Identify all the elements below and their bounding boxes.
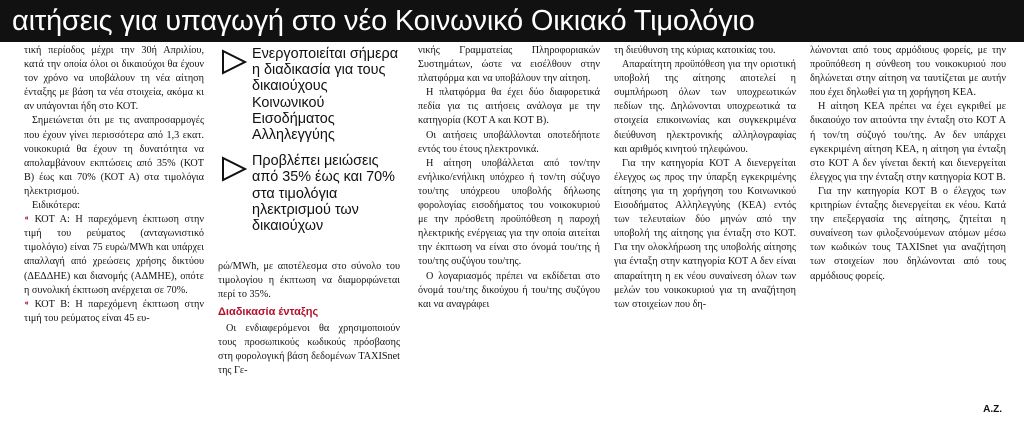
paragraph: Ο λογαριασμός πρέπει να εκδίδεται στο όνομά του/της δικούχου ή του/της συζύγου και να αναγράφει [418, 270, 600, 310]
pull-quote-text: Προβλέπει μειώσεις από 35% έως και 70% στα τιμολόγια ηλεκτρισμού των δικαιούχων [252, 153, 395, 235]
paragraph: Ειδικότερα: [32, 200, 81, 212]
headline: αιτήσεις για υπαγωγή στο νέο Κοινωνικό Οικιακό Τιμολόγιο [0, 0, 1024, 42]
bullet-paragraph [24, 298, 204, 326]
spacer [218, 244, 400, 260]
triangle-arrow-icon [220, 48, 248, 76]
author-signature: Α.Ζ. [983, 404, 1002, 415]
bullet-icon: ⁌ [24, 214, 30, 226]
pull-quote-text: Ενεργοποιείται σήμερα η διαδικασία για τους δικαιούχους Κοινωνικού Εισοδήματος Αλληλεγγύης [252, 46, 399, 144]
column-4 [614, 44, 796, 421]
article-columns [0, 44, 1024, 421]
bullet-icon: ⁌ [24, 298, 30, 310]
bullet-text: ΚΟΤ Β: Η παρεχόμενη έκπτωση στην τιμή του ρεύματος είναι 45 ευ- [24, 298, 204, 324]
column-1 [24, 44, 204, 421]
paragraph: τική περίοδος μέχρι την 30ή Απριλίου, κατά την οποία όλοι οι δικαιούχοι θα έχουν τον χρόνο να υποβάλουν τη νέα αίτηση ένταξης με βάση τα νέα στοιχεία, ακόμα κι αν υπάγονται ήδη στο ΚΟΤ. [24, 45, 204, 113]
paragraph: Απαραίτητη προϋπόθεση για την οριστική υποβολή της αίτησης αποτελεί η συμπλήρωση όλων των υποχρεωτικών πεδίων της. Δηλώνονται υποχρεωτικά τα στοιχεία επικοινωνίας και συγκεκριμένα διεύθυνση ηλεκτρονικής αλληλογραφίας και αριθμός κινητού τηλεφώνου. [614, 59, 796, 155]
paragraph: Σημειώνεται ότι με τις αναπροσαρμογές που έχουν γίνει περισσότερα από 1,3 εκατ. νοικοκυριά θα έχουν τη δυνατότητα να απολαμβάνουν εκπτώσεις από 35% (ΚΟΤ Β) έως και 70% (ΚΟΤ Α) στα τιμολόγια ηλεκτρισμού. [24, 115, 204, 197]
paragraph: Για την κατηγορία ΚΟΤ Β ο έλεγχος των κριτηρίων ένταξης διενεργείται εκ νέου. Κατά την επεξεργασία της αίτησης, ζητείται η συναίνεση των φιλοξενούμενων ατόμων μέσω των κωδικών τους TAXISnet για αναζήτηση των στοιχείων που δηλώνονται από τους αρμόδιους φορείς. [810, 185, 1006, 282]
paragraph: Για την κατηγορία ΚΟΤ Α διενεργείται έλεγχος ως προς την ύπαρξη εγκεκριμένης αίτησης για τη χορήγηση του Κοινωνικού Εισοδήματος Αλληλεγγύης (ΚΕΑ) εντός των τελευταίων δύο μηνών από την υποβολή της αίτησης για ένταξη στο ΚΟΤ. Για την ολοκλήρωση της υποβολής αίτησης για ένταξη στην κατηγορία ΚΟΤ Α δεν είναι απαραίτητη η εκ νέου συναίνεση όλων των μελών του νοικοκυριού για τη αναζήτηση των στοιχείων που δη- [614, 157, 796, 310]
pull-quote-2 [218, 153, 400, 234]
column-2 [218, 44, 400, 421]
section-subhead: Διαδικασία ένταξης [218, 305, 319, 318]
bullet-paragraph [24, 213, 204, 298]
paragraph: λώνονται από τους αρμόδιους φορείς, με την προϋπόθεση η σύνθεση του νοικοκυριού που δηλώνεται στην αίτηση να ταυτίζεται με αυτήν που έχει δηλωθεί για τη χορήγηση ΚΕΑ. [810, 45, 1006, 99]
paragraph: Η πλατφόρμα θα έχει δύο διαφορετικά πεδία για τις αιτήσεις ανάλογα με την κατηγορία (ΚΟΤ Α και ΚΟΤ Β). [418, 87, 600, 127]
paragraph: Οι αιτήσεις υποβάλλονται οποτεδήποτε εντός του έτους ηλεκτρονικά. [418, 129, 600, 155]
triangle-arrow-icon [220, 155, 248, 183]
column-5 [810, 44, 1006, 421]
column-3 [418, 44, 600, 421]
paragraph: Οι ενδιαφερόμενοι θα χρησιμοποιούν τους προσωπικούς κωδικούς πρόσβασης στη φορολογική βάση δεδομένων TAXISnet της Γε- [218, 322, 400, 376]
pull-quote-1 [218, 46, 400, 143]
bullet-text: ΚΟΤ Α: Η παρεχόμενη έκπτωση στην τιμή του ρεύματος (ανταγωνιστικό τιμολόγιο) είναι 75 ευρώ/MWh και υπάρχει απαλλαγή από χρεώσεις χρήσης δικτύου (ΔΕΔΔΗΕ) και διανομής (ΑΔΜΗΕ), οπότε η συνολική έκπτωση ανέρχεται σε 70%. [24, 214, 204, 296]
paragraph: Η αίτηση υποβάλλεται από τον/την ενήλικο/ενήλικη υπόχρεο ή τον/τη σύζυγο του/της υπόχρεου υποβολής δήλωσης φορολογίας εισοδήματος του νοικοκυριού με την πρόσθετη προϋπόθεση η παροχή ηλεκτρικής ενέργειας για την οποία αιτείται την έκπτωση να είναι στο όνομά του/της ή του/της συζύγου του/της. [418, 157, 600, 268]
paragraph: ρώ/MWh, με αποτέλεσμα στο σύνολο του τιμολογίου η έκπτωση να διαμορφώνεται περί το 35%. [218, 261, 400, 301]
paragraph: τη διεύθυνση της κύριας κατοικίας του. [614, 45, 776, 56]
paragraph: Η αίτηση ΚΕΑ πρέπει να έχει εγκριθεί με δικαιούχο τον αιτούντα την ένταξη στο ΚΟΤ Α ή τον/τη σύζυγό του/της. Αν δεν υπάρχει εγκεκριμένη αίτηση ΚΕΑ, η αίτηση για ένταξη στο ΚΟΤ Α δεν γίνεται δεκτή και διενεργείται έλεγχος για την ένταξη στην κατηγορία ΚΟΤ Β. [810, 101, 1006, 183]
paragraph: νικής Γραμματείας Πληροφοριακών Συστημάτων, ώστε να εισέλθουν στην πλατφόρμα και να υποβάλουν την αίτηση. [418, 45, 600, 85]
